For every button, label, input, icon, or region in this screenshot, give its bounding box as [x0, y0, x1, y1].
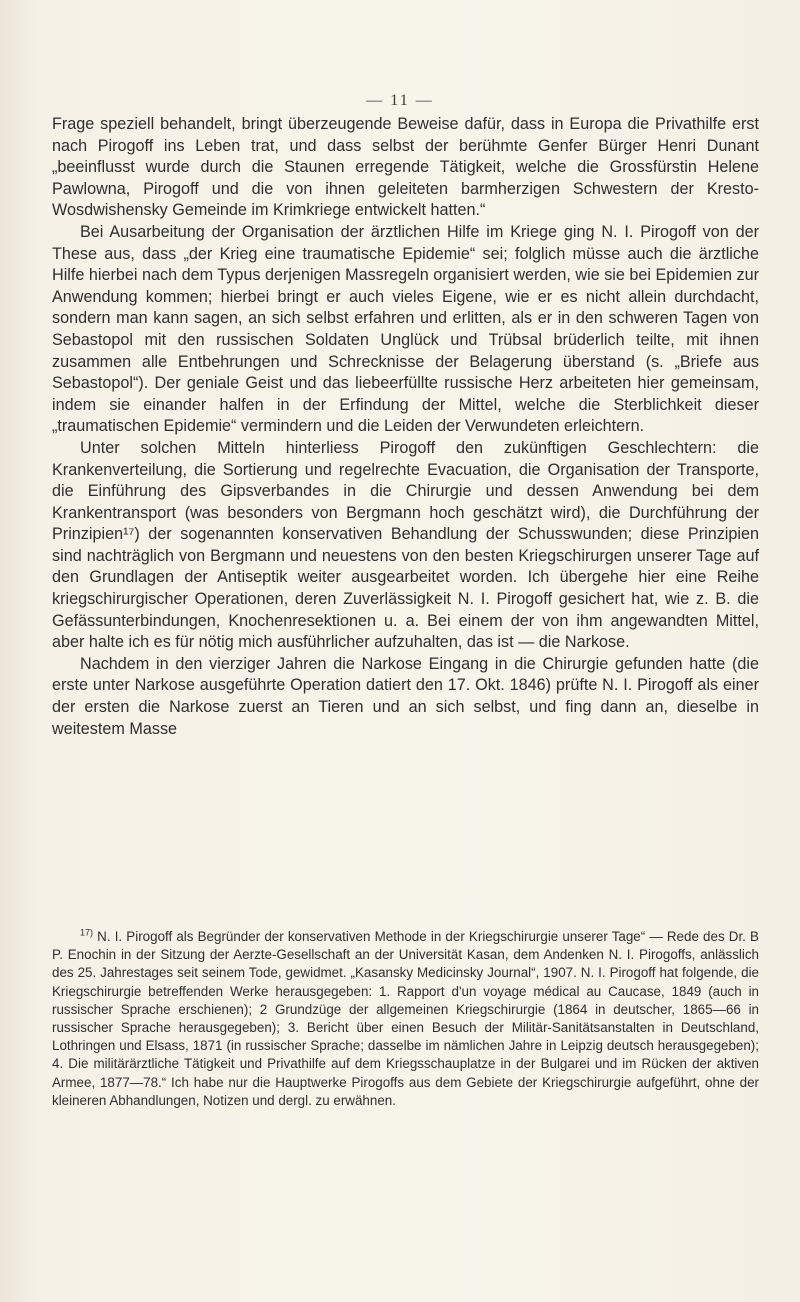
paragraph-3: Unter solchen Mitteln hinterliess Pirogoff den zukünftigen Geschlechtern: die Krankenverteilung, die Sortierung und regelrechte Evacuation, die Organisation der Transporte, die Einführung des Gipsverbandes in die Chirurgie und dessen Anwendung bei dem Krankentransport (was besonders von Bergmann hoch geschätzt wird), die Durchführung der Prinzipien¹⁷) der sogenannten konservativen Behandlung der Schusswunden; diese Prinzipien sind nachträglich von Bergmann und neuestens von den besten Kriegschirurgen unserer Tage auf den Grundlagen der Antiseptik weiter ausgearbeitet worden. Ich übergehe hier eine Reihe kriegschirurgischer Operationen, deren Zuverlässigkeit N. I. Pirogoff gesichert hat, wie z. B. die Gefässunterbindungen, Knochenresektionen u. a. Bei einem der von ihm angewandten Mittel, aber halte ich es für nötig mich ausführlicher aufzuhalten, das ist — die Narkose.: [52, 438, 759, 652]
footnote-text: N. I. Pirogoff als Begründer der konservativen Methode in der Kriegschirurgie unserer Tage“ — Rede des Dr. B P. Enochin in der Sitzung der Aerzte-Gesellschaft an der Universität Kasan, dem Andenken N. I. Pirogoffs, anlässlich des 25. Jahrestages seit seinem Tode, gewidmet. „Kasansky Medicinsky Journal“, 1907. N. I. Pirogoff hat folgende, die Kriegschirurgie betreffenden Werke herausgegeben: 1. Rapport d'un voyage médical au Caucase, 1849 (auch in russischer Sprache erschienen); 2 Grundzüge der allgemeinen Kriegschirurgie (1864 in deutscher, 1865—66 in russischer Sprache herausgegeben); 3. Bericht über einen Besuch der Militär-Sanitätsanstalten in Deutschland, Lothringen und Elsass, 1871 (in russischer Sprache; dasselbe im nämlichen Jahre in Leipzig deutsch herausgegeben); 4. Die militärärztliche Tätigkeit und Privathilfe auf dem Kriegsschauplatze in der Bulgarei und im Rücken der aktiven Armee, 1877—78.“ Ich habe nur die Hauptwerke Pirogoffs aus dem Gebiete der Kriegschirurgie aufgeführt, ohne der kleineren Abhandlungen, Notizen und dergl. zu erwähnen.: [52, 929, 759, 1108]
footnote-block: [52, 928, 759, 1110]
paragraph-1: Frage speziell behandelt, bringt überzeugende Beweise dafür, dass in Europa die Privathilfe erst nach Pirogoff ins Leben trat, und dass selbst der berühmte Genfer Bürger Henri Dunant „beeinflusst wurde durch die Staunen erregende Tätigkeit, welche die Grossfürstin Helene Pawlowna, Pirogoff und die von ihnen geleiteten barmherzigen Schwestern der Kresto-Wosdwishensky Gemeinde im Krimkriege entwickelt hatten.“: [52, 115, 759, 220]
main-text: [52, 114, 759, 740]
footnote-17: [52, 928, 759, 1110]
paragraph-2: Bei Ausarbeitung der Organisation der ärztlichen Hilfe im Kriege ging N. I. Pirogoff von der These aus, dass „der Krieg eine traumatische Epidemie“ sei; folglich müsse auch die ärztliche Hilfe hierbei nach dem Typus derjenigen Massregeln organisiert werden, wie sie bei Epidemien zur Anwendung kommen; hierbei bringt er auch vieles Eigene, wie er es nicht allein durchdacht, sondern man kann sagen, an sich selbst erfahren und erlitten, als er in den schweren Tagen von Sebastopol mit den russischen Soldaten Unglück und Trübsal brüderlich teilte, mit ihnen zusammen alle Entbehrungen und Schrecknisse der Belagerung überstand (s. „Briefe aus Sebastopol“). Der geniale Geist und das liebeerfüllte russische Herz arbeiteten hier gemeinsam, indem sie einander halfen in der Erfindung der Mittel, welche die Sterblichkeit dieser „traumatischen Epidemie“ vermindern und die Leiden der Verwundeten erleichtern.: [52, 222, 759, 436]
footnote-marker: 17): [80, 927, 94, 938]
paragraph-4: Nachdem in den vierziger Jahren die Narkose Eingang in die Chirurgie gefunden hatte (die erste unter Narkose ausgeführte Operation datiert den 17. Okt. 1846) prüfte N. I. Pirogoff als einer der ersten die Narkose zuerst an Tieren und an sich selbst, und fing dann an, dieselbe in weitestem Masse: [52, 654, 759, 738]
page-number: — 11 —: [366, 92, 434, 109]
